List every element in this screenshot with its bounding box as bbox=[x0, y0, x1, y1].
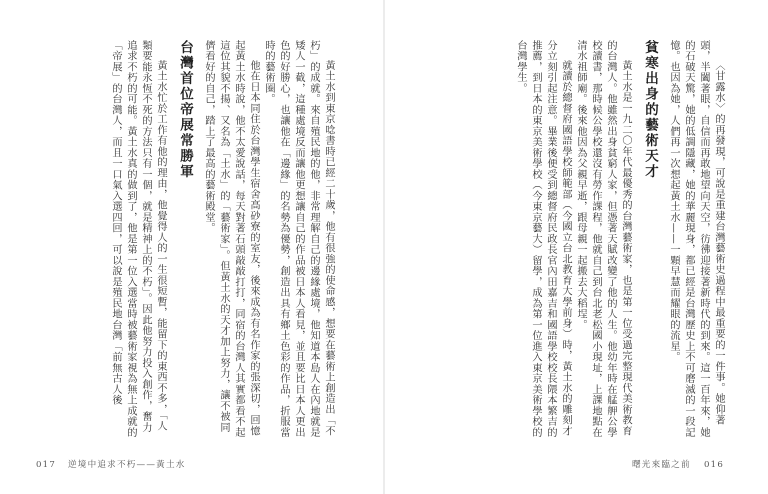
left-page-number: 017 bbox=[36, 460, 57, 470]
right-paragraph-2: 就讀於總督府國語學校師範部（今國立台北教育大學前身）時，黃土水的雕刻才分立刻引起注意。畢業後便受到總督府民政長官內田嘉吉和國語學校校長隈本繁吉的推薦，到日本的東京美術學校（今東京藝大）留學，成為第一位進入東京美術學校的台灣學生。 bbox=[515, 40, 571, 438]
left-paragraph-2: 他在日本同住於台灣學生宿舍高砂寮的室友，後來成為有名作家的張深切，回憶起黃土水時說，他不太愛說話，每天對著石頭敲敲打打，同宿的台灣人其實都看不起這位其貌不揚、又名為「土水」的「藝術家」。但黃土水的天才加上努力，讓不被同儕看好的自己，踏上了最高的藝術殿堂。 bbox=[203, 40, 259, 438]
right-page-body-text bbox=[426, 40, 726, 440]
right-running-title: 曙光來臨之前 bbox=[632, 460, 691, 470]
right-page bbox=[384, 0, 768, 494]
left-paragraph-3: 黃土水忙於工作有他的理由，他覺得人的一生很短暫，能留下的東西不多，「人類要能永恆不死的方法只有一個，就是精神上的不朽」。因此他努力投入創作，奮力追求不朽的可能。黃土水真的做到了，他是第一位入選當時被藝術家視為無上成就的「帝展」的台灣人，而且一口氣入選四回，可以說是殖民地台灣「前無古人後 bbox=[110, 40, 166, 438]
left-section-heading: 台灣首位帝展常勝軍 bbox=[177, 40, 193, 180]
left-page-body-text bbox=[36, 40, 336, 440]
right-intro-paragraph: 〈甘露水〉的再發現，可說是重建台灣藝術史過程中最重要的一件事。她仰著頭，半闔著眼，自信而再敢地望向天空，彷彿迎接著新時代的到來。這一百年來，她的石破天驚，她的低調隱藏，她的華麗現身，都已經是台灣歷史上不可磨滅的一段記憶。也因為她，人們再一次想起黃土水——一顆早慧而耀眼的流星。 bbox=[668, 40, 724, 438]
right-page-number: 016 bbox=[704, 460, 725, 470]
left-running-title: 逆境中追求不朽——黃土水 bbox=[68, 460, 186, 470]
right-paragraph-1: 黃土水是一九二〇年代最優秀的台灣藝術家，也是第一位受過完整現代美術教育的台灣人。他雖然出身貧窮人家，但憑著天賦改變了他的人生。他幼年時在艋舺公學校讀書，那時候公學校還沒有勞作課程，他就自己到台北老松國小現址，上課地點在清水祖師廟。後來他因為父親早逝，跟母親一起搬去大稻埕。 bbox=[575, 40, 631, 438]
left-paragraph-1: 黃土水到東京唸書時已經二十歲，他有很強的使命感，想要在藝術上創造出「不朽」的成就。來自殖民地的他，非常理解自己的邊緣處境，他知道本島人在內地就是矮人一截，這種處境反而讓他更想讓自己的作品被日本人看見，並且要比日本人更出色的好勝心，也讓他在「邊緣」的名勢為優勢，創造出具有鄉土色彩的作品，折服當時的藝術圈。 bbox=[263, 40, 334, 438]
right-section-heading: 貧寒出身的藝術天才 bbox=[642, 40, 658, 180]
